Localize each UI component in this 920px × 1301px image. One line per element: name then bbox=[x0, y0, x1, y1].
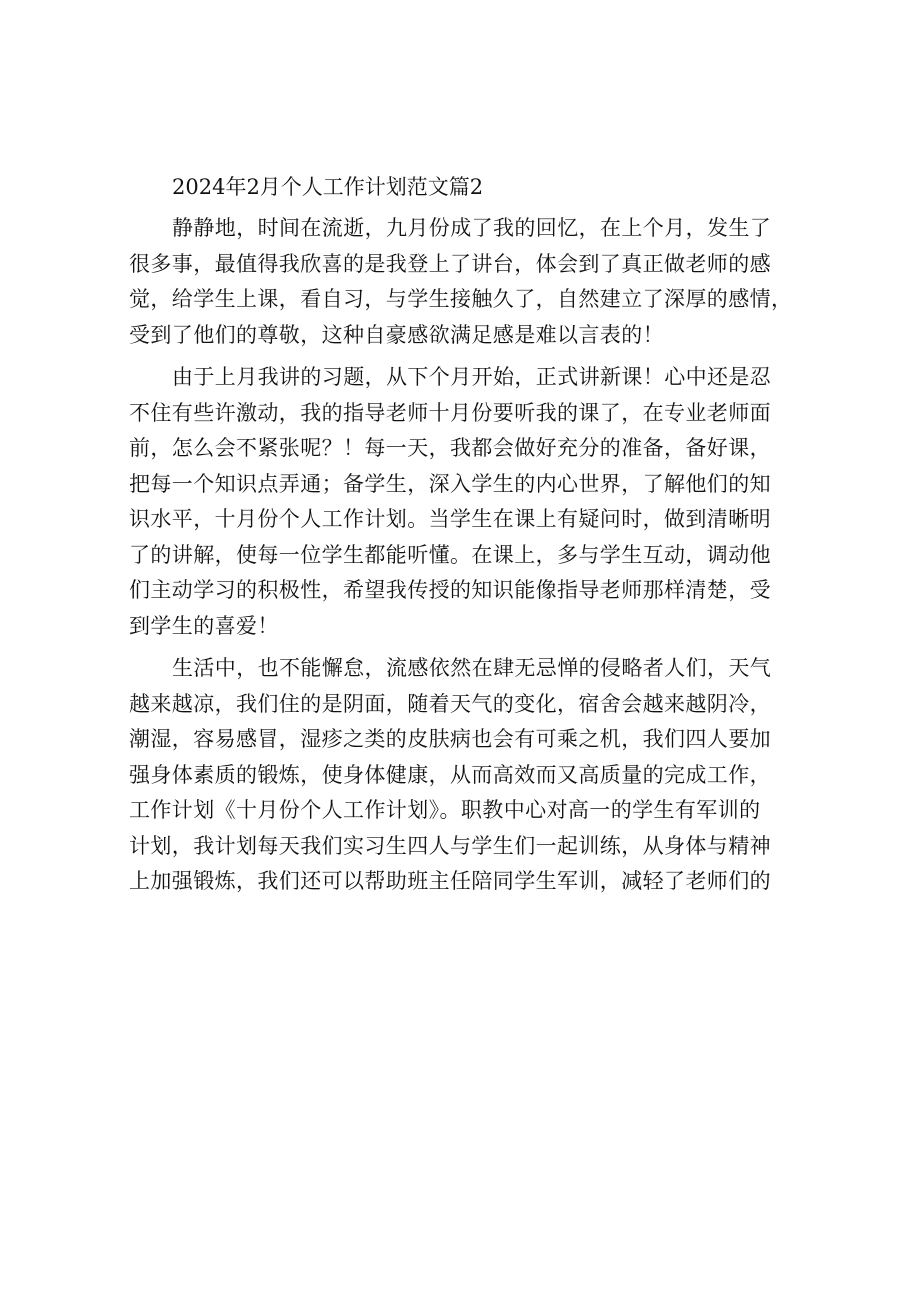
paragraph-line: 不住有些许激动，我的指导老师十月份要听我的课了，在专业老师面 bbox=[129, 400, 771, 425]
paragraph-line: 静静地，时间在流逝，九月份成了我的回忆，在上个月，发生了 bbox=[172, 216, 772, 240]
document-title: 2024年2月个人工作计划范文篇2 bbox=[172, 175, 484, 199]
paragraph-3 bbox=[129, 651, 822, 900]
paragraph-line: 上加强锻炼，我们还可以帮助班主任陪同学生军训，减轻了老师们的 bbox=[129, 869, 771, 893]
paragraph-line: 潮湿，容易感冒，湿疹之类的皮肤病也会有可乘之机，我们四人要加 bbox=[129, 727, 771, 751]
paragraph-line: 了的讲解，使每一位学生都能听懂。在课上，多与学生互动，调动他 bbox=[129, 542, 771, 567]
paragraph-line: 生活中，也不能懈怠，流感依然在肆无忌惮的侵略者人们，天气 bbox=[172, 656, 772, 680]
paragraph-line: 计划，我计划每天我们实习生四人与学生们一起训练，从身体与精神 bbox=[129, 833, 771, 858]
paragraph-line: 到学生的喜爱！ bbox=[129, 613, 279, 638]
document-body bbox=[129, 170, 822, 900]
paragraph-1 bbox=[129, 211, 822, 353]
paragraph-line: 识水平，十月份个人工作计划。当学生在课上有疑问时，做到清晰明 bbox=[129, 507, 771, 531]
paragraph-line: 强身体素质的锻炼，使身体健康，从而高效而又高质量的完成工作， bbox=[129, 762, 771, 787]
paragraph-line: 工作计划《十月份个人工作计划》。职教中心对高一的学生有军训的 bbox=[129, 798, 761, 822]
paragraph-line: 很多事，最值得我欣喜的是我登上了讲台，体会到了真正做老师的感 bbox=[129, 251, 771, 276]
paragraph-line: 把每一个知识点弄通；备学生，深入学生的内心世界，了解他们的知 bbox=[129, 471, 771, 496]
paragraph-line: 们主动学习的积极性，希望我传授的知识能像指导老师那样清楚，受 bbox=[129, 578, 771, 602]
paragraph-line: 前，怎么会不紧张呢？！每一天，我都会做好充分的准备，备好课， bbox=[129, 436, 771, 460]
paragraph-line: 由于上月我讲的习题，从下个月开始，正式讲新课！心中还是忍 bbox=[172, 365, 772, 389]
paragraph-2 bbox=[129, 360, 822, 644]
paragraph-line: 受到了他们的尊敬，这种自豪感欲满足感是难以言表的！ bbox=[129, 322, 664, 347]
paragraph-line: 觉，给学生上课，看自习，与学生接触久了，自然建立了深厚的感情， bbox=[129, 287, 793, 311]
paragraph-line: 越来越凉，我们住的是阴面，随着天气的变化，宿舍会越来越阴冷， bbox=[129, 691, 771, 716]
